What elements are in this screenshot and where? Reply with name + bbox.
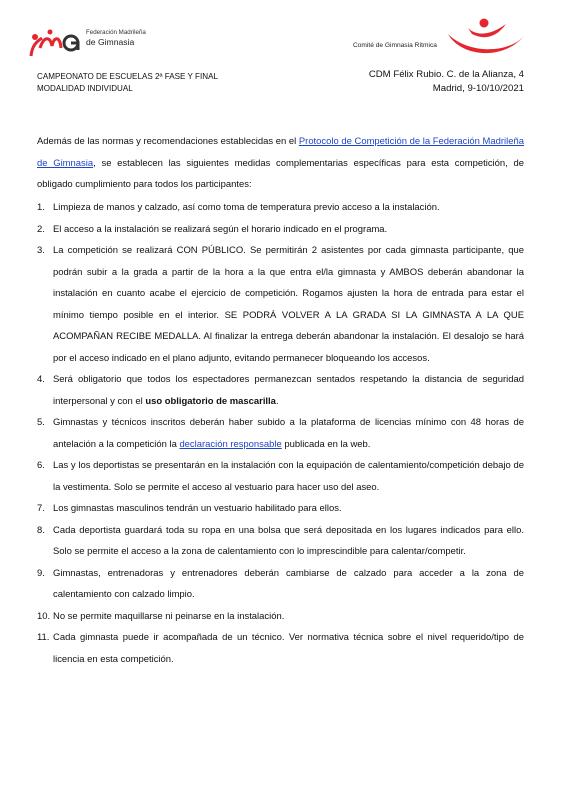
- item-text-end: .: [275, 395, 279, 407]
- intro-paragraph: [37, 131, 524, 196]
- federation-name: [86, 29, 146, 47]
- list-item: [37, 563, 524, 606]
- item-number: 9.: [37, 567, 45, 579]
- item-number: 1.: [37, 202, 45, 213]
- committee-name: Comité de Gimnasia Rítmica: [353, 42, 437, 49]
- protocol-link[interactable]: Protocolo de Competición de la Federación Madrileña de Gimnasia: [37, 136, 524, 169]
- item-text-end: publicada en la web.: [281, 438, 371, 450]
- item-bold-text: uso obligatorio de mascarilla: [145, 395, 276, 407]
- list-item: [37, 219, 524, 241]
- competition-info: [37, 71, 218, 95]
- federation-name-line1: Federación Madrileña: [86, 29, 146, 36]
- item-text: Gimnastas, entrenadoras y entrenadores deberán cambiarse de calzado para acceder a la zona de calentamiento con calzado limpio.: [53, 567, 524, 600]
- fmg-logo-icon: [28, 28, 80, 58]
- item-text: Gimnastas y técnicos inscritos deberán haber subido a la plataforma de licencias mínimo con 48 horas de antelación a la competición la: [53, 417, 524, 450]
- item-text: Los gimnastas masculinos tendrán un vestuario habilitado para ellos.: [53, 503, 342, 514]
- list-item: [37, 197, 524, 219]
- item-number: 8.: [37, 524, 45, 536]
- item-text: Las y los deportistas se presentarán en la instalación con la equipación de calentamiento/competición debajo de la vestimenta. Solo se permite el acceso al vestuario para hacer uso del aseo.: [53, 460, 524, 493]
- item-number: 5.: [37, 417, 45, 428]
- intro-text-end: , se establecen las siguientes medidas complementarias específicas para esta competición, de obligado cumplimiento para todos los participantes:: [37, 157, 524, 190]
- list-item: [37, 606, 524, 628]
- federation-logo: [28, 26, 148, 60]
- item-text: Será obligatorio que todos los espectadores permanezcan sentados respetando la distancia de seguridad interpersonal y con el: [53, 374, 524, 407]
- item-number: 4.: [37, 374, 45, 385]
- venue-date: Madrid, 9-10/10/2021: [432, 83, 524, 94]
- item-number: 7.: [37, 503, 45, 514]
- item-text: No se permite maquillarse ni peinarse en la instalación.: [53, 610, 285, 622]
- list-item: [37, 627, 524, 670]
- item-number: 2.: [37, 223, 45, 235]
- list-item: [37, 498, 524, 520]
- list-item: [37, 520, 524, 563]
- item-number: 10.: [37, 610, 51, 622]
- list-item: [37, 369, 524, 412]
- list-item: [37, 412, 524, 455]
- item-text: El acceso a la instalación se realizará según el horario indicado en el programa.: [53, 223, 388, 235]
- item-number: 3.: [37, 245, 45, 256]
- list-item: [37, 240, 524, 369]
- federation-name-line2: de Gimnasia: [86, 37, 135, 47]
- item-text: Limpieza de manos y calzado, así como toma de temperatura previo acceso a la instalación.: [53, 202, 440, 213]
- measures-list: [37, 197, 524, 670]
- competition-modality: MODALIDAD INDIVIDUAL: [37, 84, 133, 93]
- competition-title: CAMPEONATO DE ESCUELAS 2ª FASE Y FINAL: [37, 72, 218, 81]
- item-number: 6.: [37, 460, 45, 471]
- venue-address: CDM Félix Rubio. C. de la Alianza, 4: [368, 69, 524, 80]
- item-text: La competición se realizará CON PÚBLICO. Se permitirán 2 asistentes por cada gimnasta participante, que podrán subir a la grada a partir de la hora a la que entra el/la gimnasta y AMBOS deberán abandonar la instalación en cuanto acabe el ejercicio de competición. Rogamos ajusten la hora de entrada para estar el mínimo tiempo posible en el interior. SE PODRÁ VOLVER A LA GRADA SI LA GIMNASTA A LA QUE ACOMPAÑAN RECIBE MEDALLA. Al finalizar la entrega deberán abandonar la instalación. El desalojo se hará por el acceso indicado en el plano adjunto, evitando permanecer bloqueando los accesos.: [53, 245, 524, 364]
- committee-logo-icon: [446, 16, 526, 60]
- declaration-link[interactable]: declaración responsable: [179, 438, 282, 450]
- item-number: 11.: [37, 632, 50, 643]
- intro-text-start: Además de las normas y recomendaciones establecidas en el: [37, 136, 299, 147]
- list-item: [37, 455, 524, 498]
- item-text: Cada deportista guardará toda su ropa en una bolsa que será depositada en los lugares indicados para ello. Solo se permite el acceso a la zona de calentamiento con lo imprescindible para calentar/competir.: [53, 524, 524, 557]
- item-text: Cada gimnasta puede ir acompañada de un técnico. Ver normativa técnica sobre el nivel requerido/tipo de licencia en esta competición.: [53, 632, 524, 665]
- venue-info: [369, 68, 524, 96]
